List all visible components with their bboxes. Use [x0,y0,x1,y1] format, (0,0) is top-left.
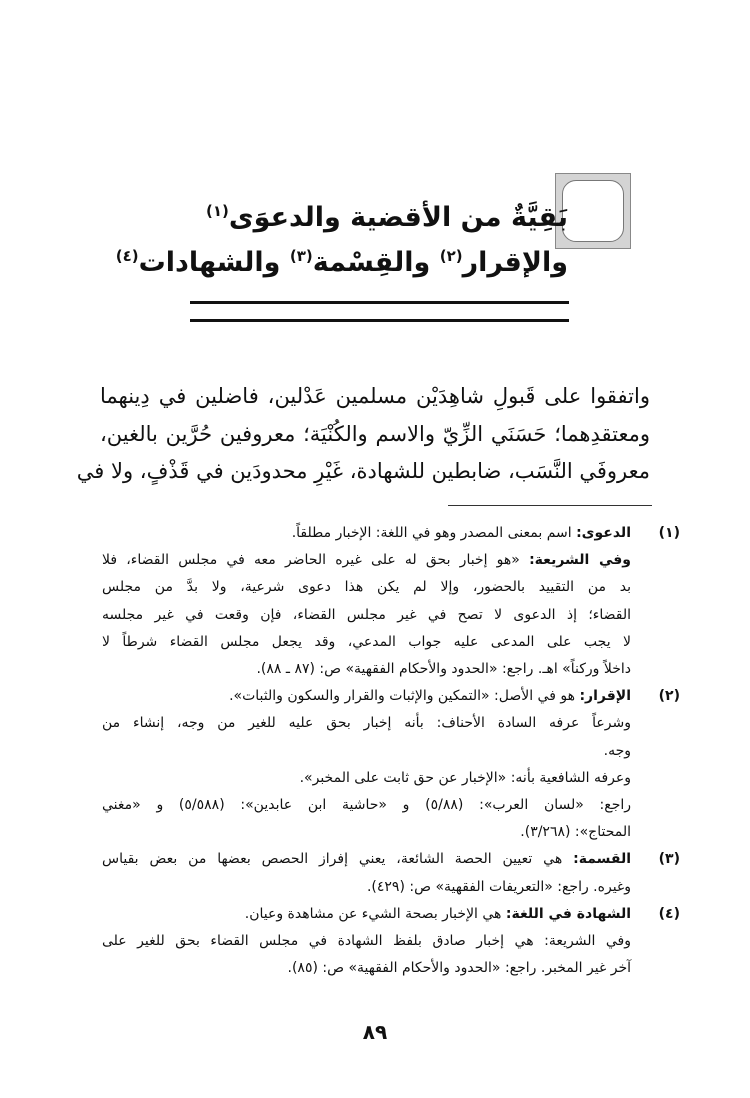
footnote-term: وفي الشريعة: [529,552,631,569]
footnote-line: وفي الشريعة: هي إخبار صادق بلفظ الشهادة في مجلس القضاء بحق للغير على [102,933,631,950]
footnote-number: (٤) [658,905,680,922]
title-footnote-ref-1: (١) [206,202,229,220]
footnote-line: المحتاج»: (٣/٢٦٨). [520,824,631,841]
footnote-separator [448,505,652,506]
footnote-4 [102,901,680,983]
footnote-line: داخلاً وركناً» اهـ. راجع: «الحدود والأحكام الفقهية» ص: (٨٧ ـ ٨٨). [256,661,631,678]
footnote-term: القسمة: [573,851,631,868]
footnote-term: الدعوى: [576,525,631,541]
heading-rule-top [190,301,569,304]
footnote-1 [102,520,680,683]
footnote-number: (٢) [658,688,680,705]
footnote-line [102,547,631,574]
footnote-line [102,846,631,873]
footnotes [102,520,680,982]
chapter-title-line-1 [206,202,568,233]
title-text-1: بَقِيَّةٌ من الأقضية والدعوَى [228,202,568,233]
body-paragraph [76,378,650,491]
footnote-line: وجه. [603,742,631,759]
title-text-2b: والقِسْمة [312,247,440,278]
title-text-2a: والإقرار [462,247,568,278]
footnote-line: بد من التقييد بالحضور، وإلا لم يكن هذا دعوى شرعية، ولا بدَّ من مجلس [102,579,631,596]
title-text-2c: والشهادات [138,247,290,278]
footnote-line: وغيره. راجع: «التعريفات الفقهية» ص: (٤٢٩). [366,878,631,895]
footnote-number: (١) [658,525,680,541]
footnote-line [102,683,631,710]
heading-rule-bottom [190,319,569,322]
footnote-term: الإقرار: [579,688,631,705]
body-line: معروفَي النَّسَب، ضابطين للشهادة، غَيْرِ محدودَين في قَذْفٍ، ولا في [76,459,650,483]
page-number: ٨٩ [362,1020,388,1044]
footnote-text: هي تعيين الحصة الشائعة، يعني إفراز الحصص بعضها من بعض بقياس [102,851,574,868]
footnote-text: هو في الأصل: «التمكين والإثبات والقرار والسكون والثبات». [229,688,580,705]
footnote-text: «هو إخبار بحق له على غيره الحاضر معه في مجلس القضاء، فلا [102,552,530,569]
footnote-text: هي الإخبار بصحة الشيء عن مشاهدة وعيان. [244,905,506,922]
footnote-3 [102,846,680,900]
title-footnote-ref-3: (٣) [289,247,313,265]
footnote-line [102,901,631,928]
chapter-ornament-inner [562,180,624,242]
footnote-2 [102,683,680,846]
footnote-line: راجع: «لسان العرب»: (٥/٨٨) و «حاشية ابن عابدين»: (٥/٥٨٨) و «مغني [102,797,632,814]
footnote-line: القضاء؛ إذ الدعوى لا تصح في غير مجلس القضاء، فإن وقعت في غير مجلسه [102,606,631,623]
title-footnote-ref-2: (٢) [439,247,463,265]
footnote-line: وشرعاً عرفه السادة الأحناف: بأنه إخبار بحق عليه للغير من وجه، إنشاء من [102,715,631,732]
footnote-line [102,520,631,547]
footnote-line: آخر غير المخبر. راجع: «الحدود والأحكام الفقهية» ص: (٨٥). [287,960,631,977]
body-line: ومعتقدِهما؛ حَسَنَي الزِّيّ والاسم والكُنْيَة؛ معروفين حُرَّين بالغين، [100,421,650,446]
body-line: واتفقوا على قَبولِ شاهِدَيْن مسلمين عَدْلين، فاضلين في دِينهما [100,384,650,408]
footnote-line: وعرفه الشافعية بأنه: «الإخبار عن حق ثابت على المخبر». [299,769,631,786]
footnote-number: (٣) [658,851,680,868]
title-footnote-ref-4: (٤) [115,247,139,265]
footnote-text: اسم بمعنى المصدر وهو في اللغة: الإخبار مطلقاً. [291,525,577,541]
footnote-line: لا يجب على المدعى عليه جواب المدعي، وقد يجعل مجلس القضاء شرطاً لا [102,633,631,650]
chapter-title-line-2 [116,247,568,278]
footnote-term: الشهادة في اللغة: [505,905,631,922]
